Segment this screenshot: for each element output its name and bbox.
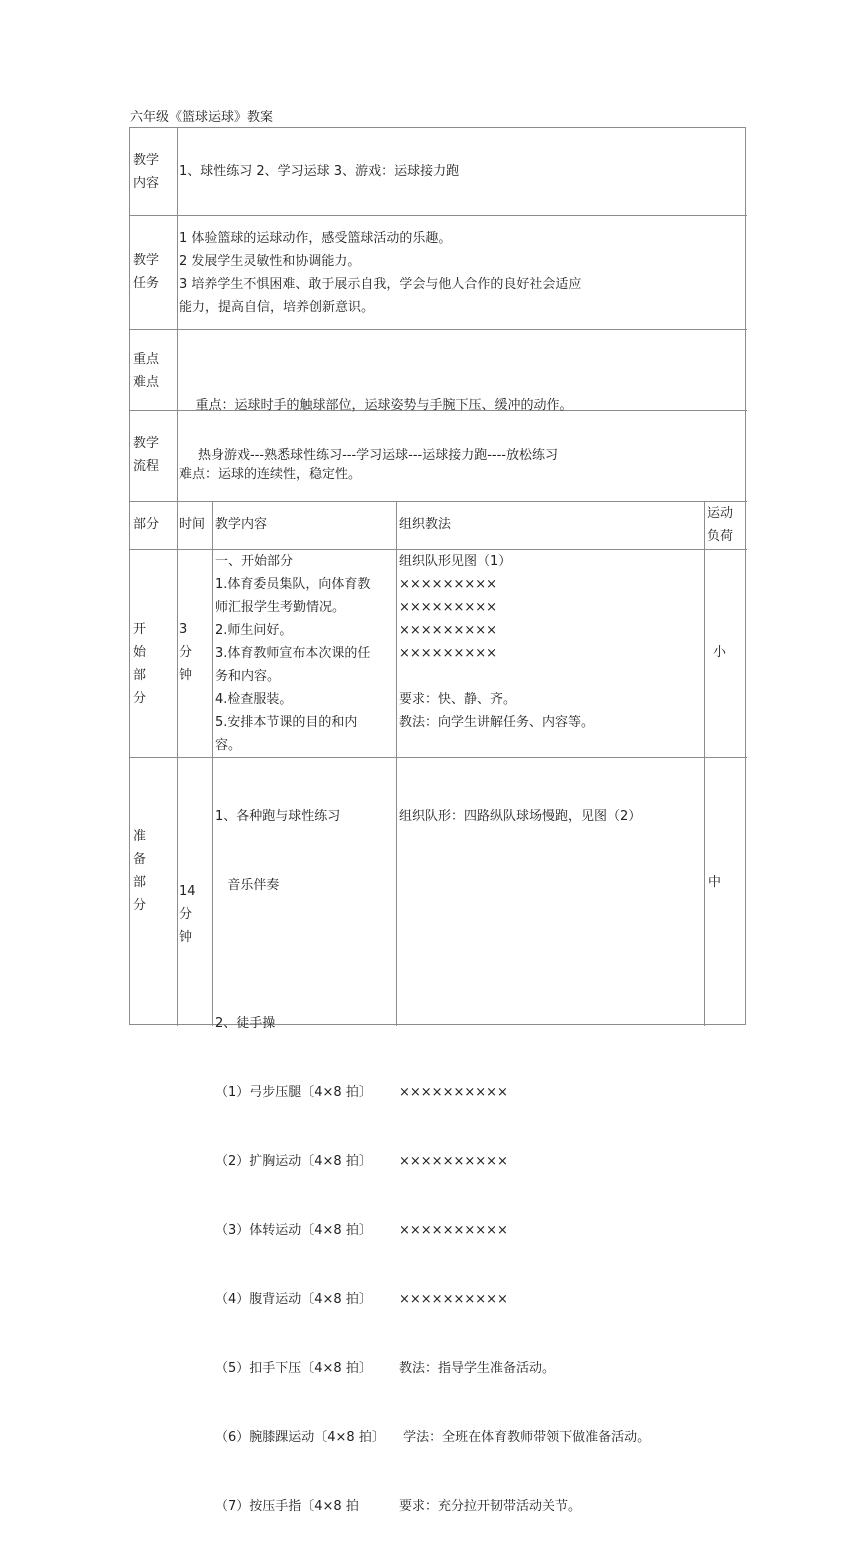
section-start-content: 一、开始部分 1.体育委员集队，向体育教 师汇报学生考勤情况。 2.师生问好。 3.体育教师宣布本次课的任 务和内容。 4.检查服装。 5.安排本节课的目的和内 容。 <box>215 554 371 753</box>
section-prep-content: 1、各种跑与球性练习 音乐伴奏 2、徒手操 （1）弓步压腿〔4×8 拍〕 （2）扩胸运动〔4×8 拍〕 （3）体转运动〔4×8 拍〕 （4）腹背运动〔4×8 拍〕 （5）扣手下压〔4×8 拍〕 （6）腕膝踝运动〔4×8 拍〕 （7）按压手指〔4×8 拍 <box>215 809 385 1514</box>
section-start-time: 3 分 钟 <box>179 622 193 683</box>
section-start-load: 小 <box>713 645 727 660</box>
header-time: 时间 <box>179 517 206 532</box>
header-load: 运动 负荷 <box>707 506 734 544</box>
section-prep-method: 组织队形：四路纵队球场慢跑，见图（2） ×××××××××× ×××××××××× ×××××××××× ×××××××××× 教法：指导学生准备活动。 学法：全班在体育教师带领下做准备活动。 要求：充分拉开韧带活动关节。 <box>399 809 651 1514</box>
header-method: 组织教法 <box>399 517 452 532</box>
task-text: 1 体验篮球的运球动作，感受篮球活动的乐趣。 2 发展学生灵敏性和协调能力。 3 培养学生不惧困难、敢于展示自我，学会与他人合作的良好社会适应 能力，提高自信，培养创新意识。 <box>179 231 582 315</box>
lesson-plan-table <box>129 127 746 1514</box>
section-prep-load: 中 <box>708 875 722 890</box>
document-title: 六年级《篮球运球》教案 <box>130 110 274 125</box>
key-text: 重点：运球时手的触球部位，运球姿势与手腕下压、缓冲的动作。 难点：运球的连续性，稳定性。 <box>179 398 573 482</box>
section-start-method: 组织队形见图（1） ××××××××× ××××××××× ××××××××× ××××××××× 要求：快、静、齐。 教法：向学生讲解任务、内容等。 <box>399 554 595 730</box>
row-divider <box>130 215 747 216</box>
section-start-part: 开 始 部 分 <box>133 622 147 706</box>
content-text: 1、球性练习 2、学习运球 3、游戏：运球接力跑 <box>179 164 460 179</box>
header-content: 教学内容 <box>215 517 268 532</box>
col-divider <box>396 501 397 1026</box>
section-prep-time: 14 分 钟 <box>179 884 196 945</box>
col-divider <box>704 501 705 1026</box>
col-divider <box>212 501 213 1026</box>
col-divider <box>177 128 178 1026</box>
key-label: 重点 难点 <box>133 352 160 390</box>
flow-label: 教学 流程 <box>133 436 160 474</box>
header-part: 部分 <box>133 517 160 532</box>
task-label: 教学 任务 <box>133 253 160 291</box>
row-divider <box>130 329 747 330</box>
section-prep-part: 准 备 部 分 <box>133 829 147 913</box>
content-label: 教学 内容 <box>133 153 160 191</box>
flow-text: 热身游戏---熟悉球性练习---学习运球---运球接力跑----放松练习 <box>198 448 558 463</box>
row-divider <box>130 757 747 758</box>
